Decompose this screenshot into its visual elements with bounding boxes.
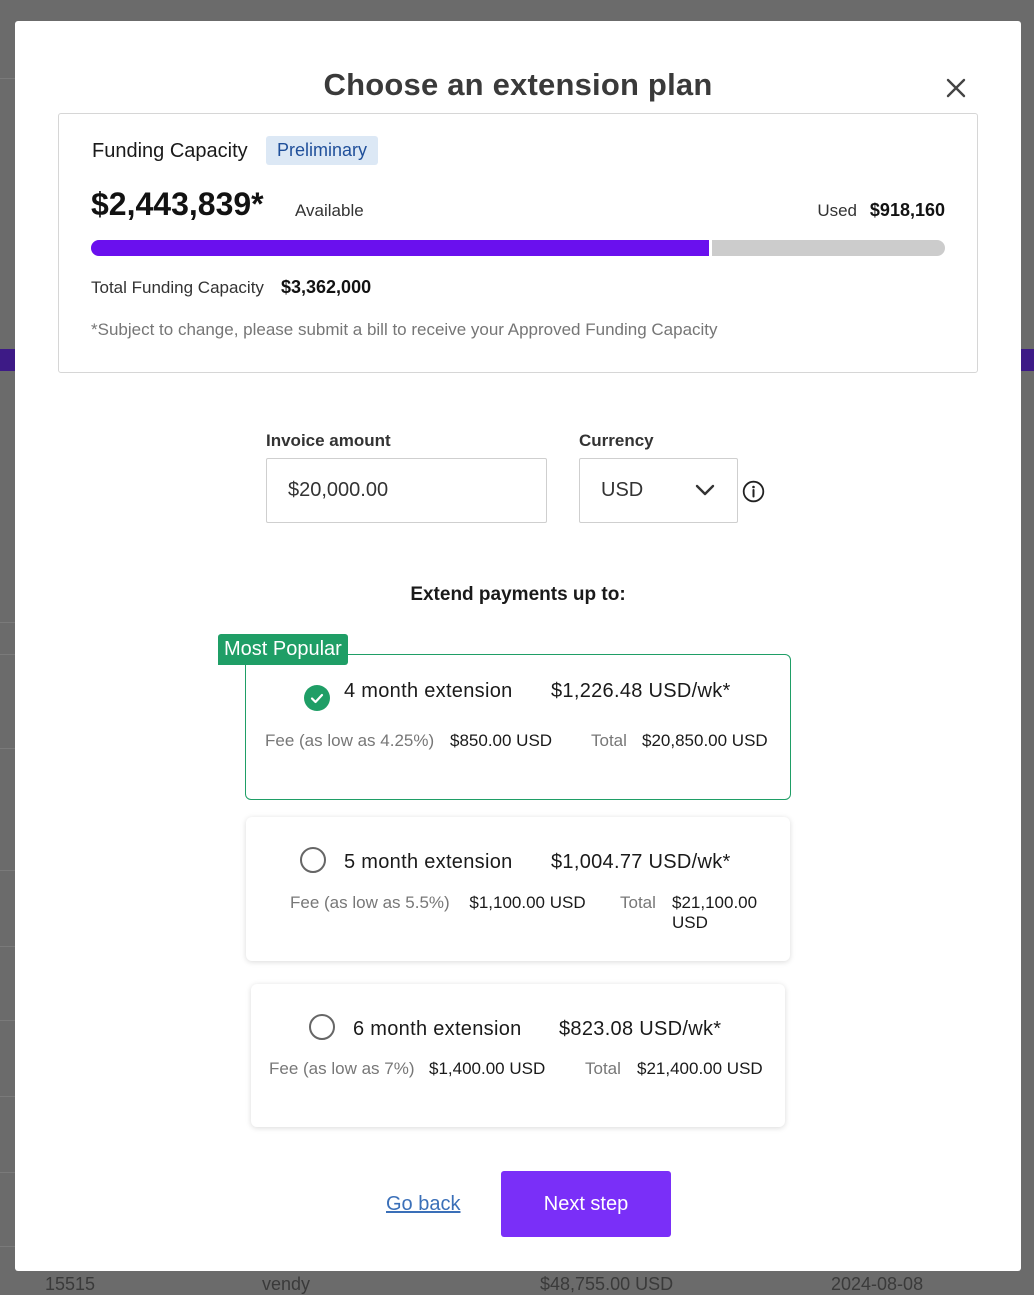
plan-total-value: $21,100.00 USD — [672, 893, 758, 932]
plan-name: 5 month extension — [344, 851, 513, 873]
close-button[interactable] — [943, 75, 969, 101]
go-back-link[interactable]: Go back — [386, 1193, 461, 1215]
background-divider — [0, 1096, 15, 1097]
background-divider — [0, 1172, 15, 1173]
plan-total-label: Total — [591, 731, 627, 750]
background-cell-date: 2024-08-08 — [831, 1274, 924, 1294]
modal-title: Choose an extension plan — [323, 67, 713, 102]
plan-fee-label: Fee (as low as 5.5%) — [290, 893, 450, 912]
plan-option-4-month[interactable] — [245, 654, 791, 800]
funding-capacity-title: Funding Capacity — [92, 140, 248, 162]
background-divider — [0, 870, 15, 871]
extension-plan-modal — [15, 21, 1021, 1271]
radio-selected[interactable] — [304, 685, 330, 711]
chevron-down-icon — [695, 483, 715, 497]
plan-total-label: Total — [585, 1059, 621, 1078]
plan-name: 4 month extension — [344, 680, 513, 702]
next-step-button[interactable]: Next step — [501, 1171, 671, 1237]
background-divider — [0, 748, 15, 749]
available-label: Available — [295, 201, 364, 220]
radio-unselected[interactable] — [300, 847, 326, 873]
background-divider — [0, 78, 15, 79]
plan-fee-value: $1,400.00 USD — [429, 1059, 546, 1078]
plan-fee-value: $850.00 USD — [450, 731, 553, 750]
plan-total-label: Total — [620, 893, 656, 912]
currency-label: Currency — [579, 431, 654, 450]
info-icon[interactable] — [742, 480, 765, 503]
background-purple-band-left — [0, 349, 15, 371]
invoice-amount-label: Invoice amount — [266, 431, 391, 450]
capacity-progress-bar — [91, 240, 945, 256]
currency-selected-value: USD — [601, 479, 644, 501]
close-icon — [943, 75, 969, 101]
plan-total-value: $20,850.00 USD — [642, 731, 768, 750]
preliminary-badge: Preliminary — [266, 136, 378, 165]
plan-weekly-amount: $1,004.77 USD/wk* — [551, 851, 731, 873]
funding-capacity-card — [58, 113, 978, 373]
background-purple-band-right — [1021, 349, 1034, 371]
total-capacity-label: Total Funding Capacity — [91, 278, 264, 297]
capacity-disclaimer: *Subject to change, please submit a bill to receive your Approved Funding Capacity — [91, 320, 718, 339]
background-cell-vendor: vendy — [262, 1274, 311, 1294]
check-icon — [304, 685, 330, 711]
currency-select[interactable] — [579, 458, 738, 523]
radio-unselected[interactable] — [309, 1014, 335, 1040]
plan-fee-label: Fee (as low as 7%) — [269, 1059, 415, 1078]
capacity-progress-fill — [91, 240, 712, 256]
background-divider — [0, 1020, 15, 1021]
background-divider — [0, 1246, 15, 1247]
extend-payments-heading: Extend payments up to: — [410, 584, 626, 605]
background-cell-amount: $48,755.00 USD — [540, 1274, 674, 1294]
invoice-amount-input[interactable]: $20,000.00 — [266, 458, 547, 523]
plan-fee-value: $1,100.00 USD — [469, 893, 586, 912]
plan-weekly-amount: $823.08 USD/wk* — [559, 1018, 722, 1040]
most-popular-badge: Most Popular — [218, 634, 348, 665]
plan-option-5-month[interactable] — [246, 817, 790, 961]
plan-total-value: $21,400.00 USD — [637, 1059, 763, 1078]
available-amount: $2,443,839* — [91, 186, 264, 222]
background-divider — [0, 654, 15, 655]
plan-name: 6 month extension — [353, 1018, 522, 1040]
plan-weekly-amount: $1,226.48 USD/wk* — [551, 680, 731, 702]
plan-fee-label: Fee (as low as 4.25%) — [265, 731, 435, 750]
plan-option-6-month[interactable] — [251, 984, 785, 1127]
used-value: $918,160 — [869, 200, 945, 220]
background-divider — [0, 946, 15, 947]
total-capacity-value: $3,362,000 — [281, 277, 372, 297]
used-label: Used — [817, 201, 857, 220]
background-cell-id: 15515 — [45, 1274, 96, 1294]
background-divider — [0, 622, 15, 623]
background-table-row — [0, 1270, 1034, 1294]
